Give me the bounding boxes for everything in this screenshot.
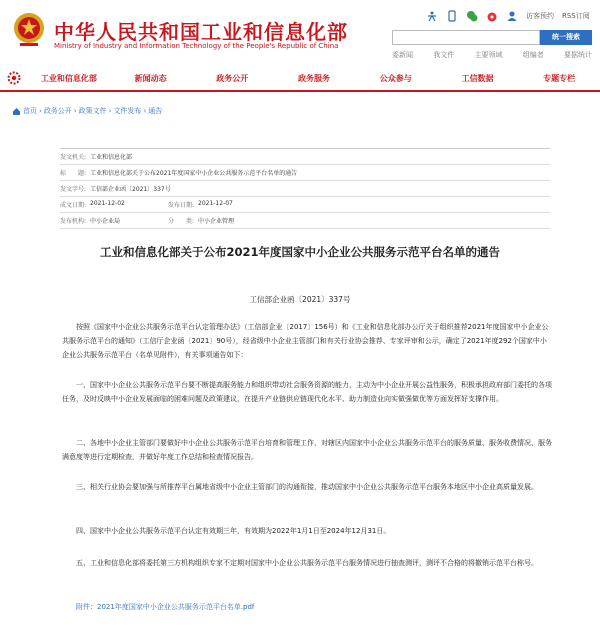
meta-doc-no: 工信部企业函〔2021〕337号: [90, 186, 171, 193]
quick-link[interactable]: 我文件: [433, 51, 455, 59]
meta-row: [60, 181, 550, 197]
meta-row: [60, 165, 550, 181]
breadcrumb-policy-files[interactable]: 政策文件: [78, 107, 107, 115]
breadcrumb-government-affairs[interactable]: 政务公开: [43, 107, 72, 115]
breadcrumb-file-release[interactable]: 文件发布: [113, 107, 142, 115]
meta-issuer-label: 发文机关:: [60, 154, 87, 161]
search-button[interactable]: 统一搜索: [540, 30, 592, 45]
meta-dept-label: 发布机构:: [60, 218, 87, 225]
nav-item-services[interactable]: 政务服务: [298, 73, 331, 83]
national-emblem-icon: [12, 10, 46, 48]
weibo-icon[interactable]: [486, 10, 498, 22]
mobile-icon[interactable]: [446, 10, 458, 22]
search-input[interactable]: [392, 30, 540, 45]
chevron-right-icon: ›: [143, 107, 147, 115]
nav-item-ministry[interactable]: 工业和信息化部: [40, 73, 97, 83]
gear-logo-icon: [7, 71, 21, 85]
document-number: 工信部企业函〔2021〕337号: [249, 295, 351, 304]
meta-dept: 中小企业局: [90, 218, 121, 225]
accessibility-icon[interactable]: [426, 10, 438, 22]
attachment-link[interactable]: 附件：2021年度国家中小企业公共服务示范平台名单.pdf: [76, 603, 255, 611]
document-paragraph: 五、工业和信息化部将委托第三方机构组织专家不定期对国家中小企业公共服务示范平台服务情况进行抽查测评，测评不合格的将撤销示范平台称号。: [76, 559, 538, 567]
nav-item-government-affairs[interactable]: 政务公开: [216, 73, 249, 83]
meta-title-label: 标 题:: [60, 170, 87, 177]
wechat-icon[interactable]: [466, 10, 478, 22]
nav-item-public-participation[interactable]: 公众参与: [379, 73, 412, 83]
quick-links: [392, 50, 592, 60]
quick-link[interactable]: 委新闻: [392, 51, 413, 59]
meta-doc-no-label: 发文字号:: [60, 186, 87, 193]
site-title[interactable]: 中华人民共和国工业和信息化部: [54, 20, 348, 44]
nav-item-news[interactable]: 新闻动态: [134, 73, 167, 83]
meta-published-date: 2021-12-07: [198, 200, 233, 207]
meta-issuer: 工业和信息化部: [90, 154, 133, 161]
meta-row: [60, 197, 550, 213]
document-title: 工业和信息化部关于公布2021年度国家中小企业公共服务示范平台名单的通告: [99, 245, 500, 259]
breadcrumb-home[interactable]: 首页: [23, 107, 37, 115]
meta-row: [60, 149, 550, 165]
breadcrumb: [12, 106, 162, 116]
home-icon: [12, 107, 21, 116]
site-subtitle: Ministry of Industry and Information Technology of the People's Republic of China: [54, 42, 339, 50]
meta-written-label: 成文日期:: [60, 202, 87, 209]
top-toolbar: [426, 9, 590, 23]
user-icon[interactable]: [506, 10, 518, 22]
site-header: [0, 0, 600, 66]
breadcrumb-notice[interactable]: 通告: [148, 107, 163, 115]
quick-link[interactable]: 主要领域: [474, 51, 503, 59]
main-nav: [0, 66, 600, 92]
chevron-right-icon: ›: [73, 107, 77, 115]
rss-link[interactable]: RSS订阅: [562, 12, 590, 20]
nav-item-topics[interactable]: 专题专栏: [543, 73, 576, 83]
nav-home[interactable]: [0, 65, 28, 91]
document-paragraph: 三、相关行业协会要加强与所推荐平台属地省级中小企业主管部门的沟通衔接，推动国家中小企业公共服务示范平台服务本地区中小企业高质量发展。: [76, 483, 538, 491]
quick-link[interactable]: 要据统计: [564, 51, 592, 59]
chevron-right-icon: ›: [39, 107, 42, 115]
document-paragraph: 一、国家中小企业公共服务示范平台要不断提高服务能力和组织带动社会服务资源的能力，主动为中小企业开展公益性服务，积极承担政府部门委托的各项任务，及时反映中小企业发展面临的困难问题及政策建议，在提升产业链供应链现代化水平、助力制造业向实做强做优等方面发挥好支撑作用。: [62, 381, 552, 403]
document-metadata: [60, 148, 550, 229]
meta-category: 中小企业管理: [198, 218, 235, 225]
meta-written-date: 2021-12-02: [90, 200, 125, 207]
meta-published-label: 发布日期:: [168, 202, 195, 209]
document-paragraph: 按照《国家中小企业公共服务示范平台认定管理办法》（工信部企业〔2017〕156号）和《工业和信息化部办公厅关于组织推荐2021年度国家中小企业公共服务示范平台的通知》（工信厅企业函〔2021〕90号），经省级中小企业主管部门和有关行业协会推荐、专家评审和公示，确定了2021年度292个国家中小企业公共服务示范平台（名单见附件），有关事项通告如下：: [62, 323, 549, 359]
document-paragraph: 二、各地中小企业主管部门要做好中小企业公共服务示范平台培育和管理工作，对辖区内国家中小企业公共服务示范平台的服务质量、服务收费情况、服务满意度等进行定期检查，并做好年度工作总结和检查情况报告。: [62, 439, 552, 461]
quick-link[interactable]: 组编者: [522, 51, 544, 59]
meta-title: 工业和信息化部关于公布2021年度国家中小企业公共服务示范平台名单的通告: [90, 170, 298, 177]
chevron-right-icon: ›: [108, 107, 112, 115]
nav-item-data[interactable]: 工信数据: [461, 73, 494, 83]
meta-category-label: 分 类:: [168, 218, 195, 225]
visitor-booking-link[interactable]: 访客预约: [526, 12, 554, 20]
meta-row: [60, 213, 550, 229]
document-paragraph: 四、国家中小企业公共服务示范平台认定有效期三年，有效期为2022年1月1日至2024年12月31日。: [76, 527, 391, 535]
